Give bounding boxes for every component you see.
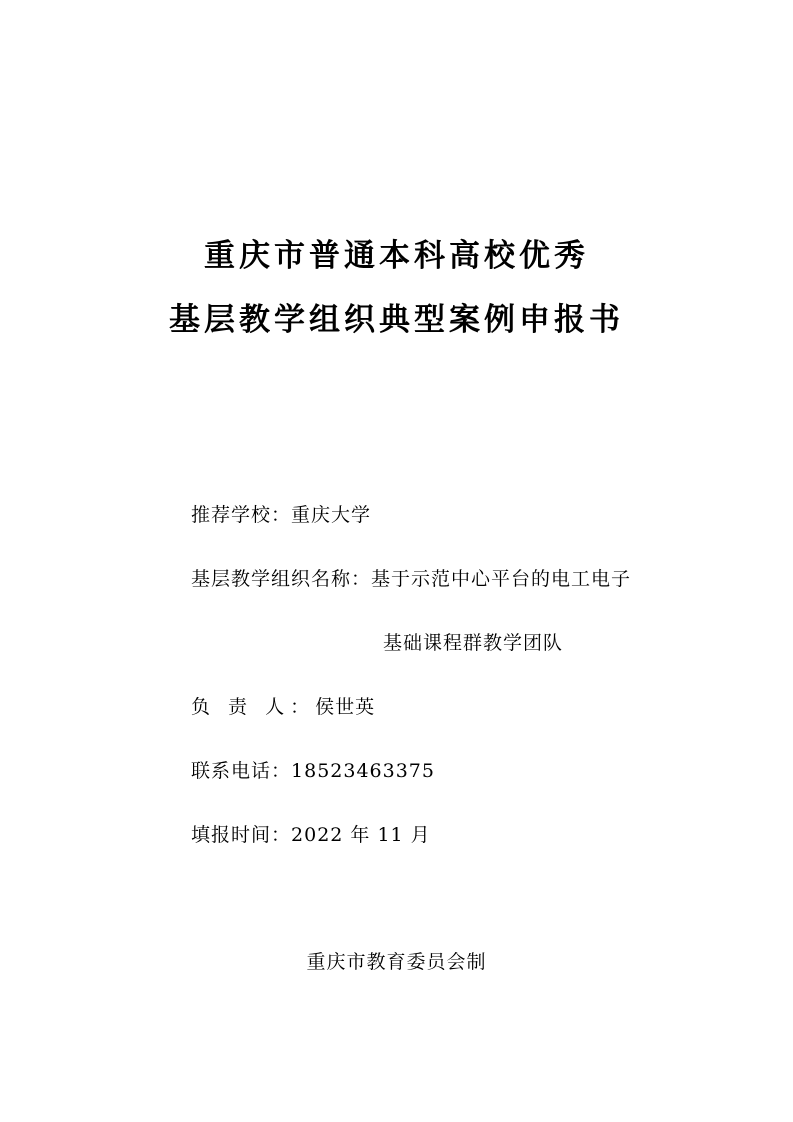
- issuer-footer: 重庆市教育委员会制: [306, 951, 487, 973]
- field-label: 负 责 人：: [191, 696, 316, 718]
- field-recommending-school: [191, 502, 371, 528]
- field-phone: [191, 758, 435, 784]
- field-label: 基层教学组织名称：: [191, 568, 372, 590]
- document-title-line-1: 重庆市普通本科高校优秀: [204, 238, 589, 274]
- field-person-in-charge: [191, 694, 375, 720]
- field-value: 侯世英: [315, 696, 376, 718]
- field-label: 推荐学校：: [191, 504, 292, 526]
- field-label: 联系电话：: [191, 760, 292, 782]
- field-label: 填报时间：: [191, 824, 292, 846]
- field-value: 基于示范中心平台的电工电子: [371, 568, 632, 590]
- field-value: 18523463375: [291, 760, 435, 782]
- document-title-line-2: 基层教学组织典型案例申报书: [169, 302, 624, 338]
- field-value: 重庆大学: [291, 504, 372, 526]
- field-value: 2022 年 11 月: [291, 824, 431, 846]
- field-organization-name-continued: 基础课程群教学团队: [383, 632, 564, 654]
- field-fill-date: [191, 822, 431, 848]
- field-organization-name: [191, 566, 631, 592]
